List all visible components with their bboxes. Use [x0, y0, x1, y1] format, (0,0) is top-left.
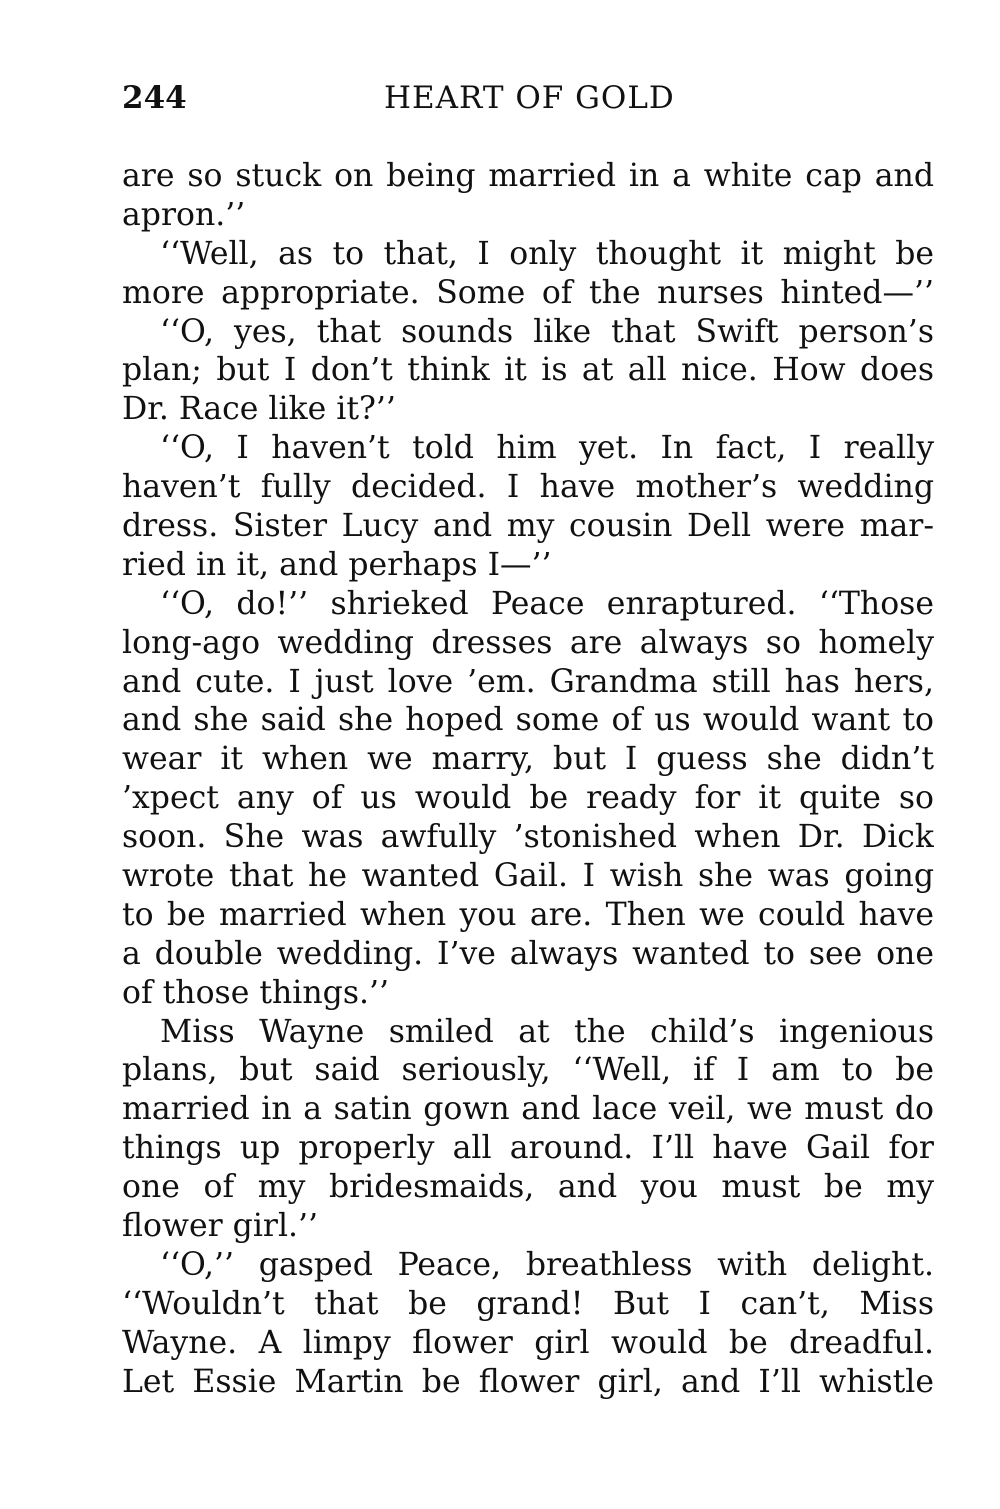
text-line: ‘‘Wouldn’t that be grand! But I can’t, Miss: [122, 1285, 934, 1322]
text-line: ried in it, and perhaps I—’’: [122, 546, 552, 583]
text-line: more appropriate. Some of the nurses hinted—’’: [122, 274, 934, 311]
text-line: dress. Sister Lucy and my cousin Dell were mar-: [122, 508, 934, 545]
text-line: plans, but said seriously, ‘‘Well, if I am to be: [122, 1052, 934, 1089]
text-line: soon. She was awfully ’stonished when Dr. Dick: [122, 819, 934, 856]
text-line: ’xpect any of us would be ready for it quite so: [122, 780, 934, 817]
text-line: long-ago wedding dresses are always so homely: [122, 624, 934, 661]
text-line: plan; but I don’t think it is at all nice. How does: [122, 352, 934, 389]
text-line: one of my bridesmaids, and you must be my: [122, 1169, 934, 1206]
text-line: haven’t fully decided. I have mother’s wedding: [122, 469, 934, 506]
text-line: are so stuck on being married in a white cap and: [122, 158, 934, 194]
text-line: Wayne. A limpy flower girl would be dreadful.: [122, 1324, 934, 1361]
page-header: [122, 78, 934, 118]
body-text: [122, 157, 934, 1402]
text-line: and cute. I just love ’em. Grandma still has hers,: [122, 663, 934, 700]
text-line: apron.’’: [122, 196, 246, 233]
text-line: of those things.’’: [122, 974, 390, 1011]
page-number: 244: [122, 80, 187, 116]
text-line: wrote that he wanted Gail. I wish she was going: [122, 858, 934, 895]
text-line: ‘‘O, do!’’ shrieked Peace enraptured. ‘‘Those: [160, 585, 934, 622]
text-line: wear it when we marry, but I guess she didn’t: [122, 741, 934, 778]
text-line: ‘‘O,’’ gasped Peace, breathless with delight.: [160, 1246, 934, 1283]
text-line: ‘‘Well, as to that, I only thought it might be: [160, 235, 934, 272]
running-title: HEART OF GOLD: [384, 80, 675, 116]
text-line: ‘‘O, I haven’t told him yet. In fact, I really: [160, 430, 934, 467]
text-line: ‘‘O, yes, that sounds like that Swift person’s: [160, 313, 934, 350]
text-line: and she said she hoped some of us would want to: [122, 702, 934, 739]
text-line: married in a satin gown and lace veil, we must do: [122, 1091, 934, 1128]
text-line: things up properly all around. I’ll have Gail for: [122, 1130, 934, 1167]
text-line: flower girl.’’: [122, 1208, 319, 1245]
text-line: Dr. Race like it?’’: [122, 391, 396, 428]
text-line: Let Essie Martin be flower girl, and I’ll whistle: [122, 1363, 934, 1400]
text-line: a double wedding. I’ve always wanted to see one: [122, 935, 934, 972]
text-line: to be married when you are. Then we could have: [122, 896, 934, 933]
text-line: Miss Wayne smiled at the child’s ingenious: [160, 1013, 934, 1050]
